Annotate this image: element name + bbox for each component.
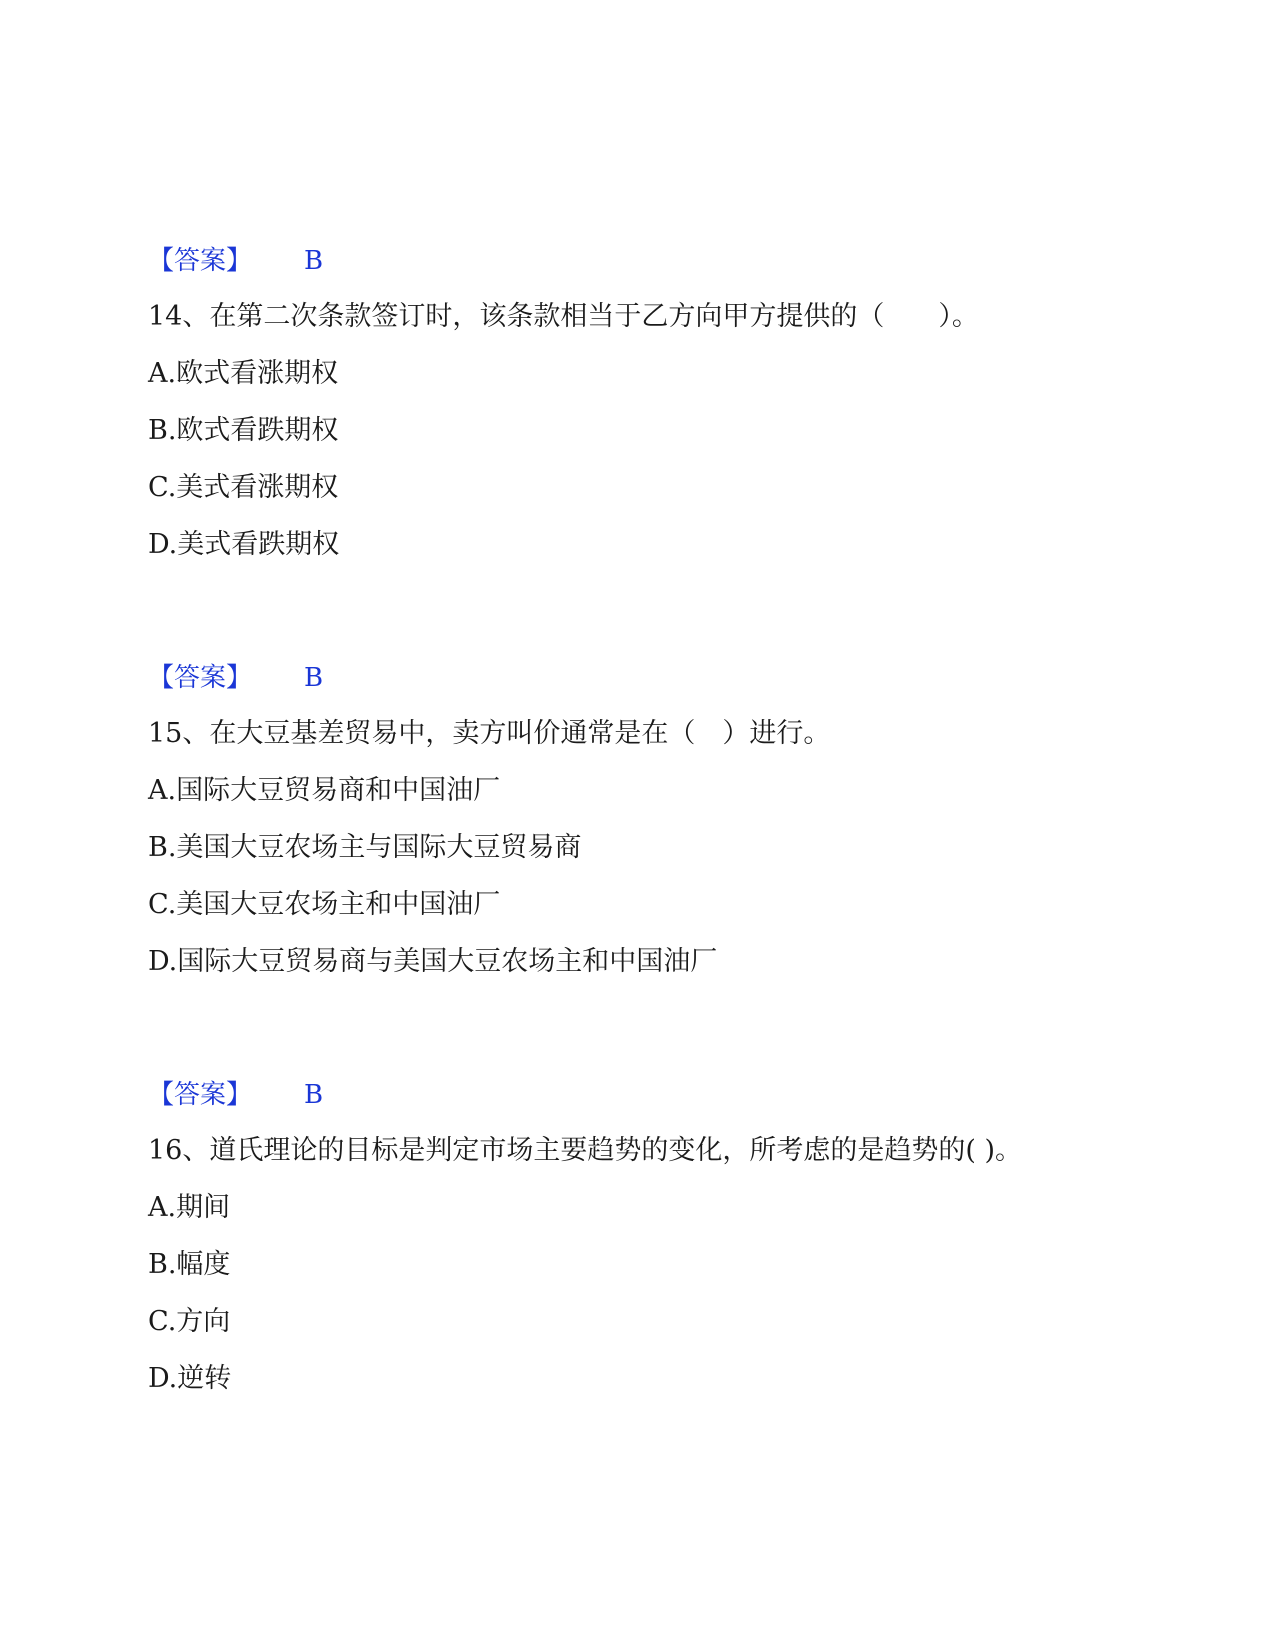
option-c: C.方向: [148, 1306, 231, 1337]
option-b: B.幅度: [148, 1249, 231, 1280]
answer-value: B: [304, 663, 324, 693]
question-block-16: [148, 1075, 1228, 1399]
option-a: A.国际大豆贸易商和中国油厂: [148, 775, 501, 806]
answer-tag: 【答案】: [148, 663, 253, 693]
question-block-14: [148, 241, 1228, 565]
answer-tag: 【答案】: [148, 246, 253, 276]
option-a: A.期间: [148, 1192, 231, 1223]
option-b: B.欧式看跌期权: [148, 415, 339, 446]
answer-line: [148, 1075, 1228, 1115]
option-c: C.美国大豆农场主和中国油厂: [148, 889, 501, 920]
question-text: 15、在大豆基差贸易中，卖方叫价通常是在（ ）进行。: [148, 718, 831, 749]
question-block-15: [148, 658, 1228, 982]
option-c: C.美式看涨期权: [148, 472, 339, 503]
option-d: D.国际大豆贸易商与美国大豆农场主和中国油厂: [148, 946, 718, 977]
option-b: B.美国大豆农场主与国际大豆贸易商: [148, 832, 582, 863]
question-text: 16、道氏理论的目标是判定市场主要趋势的变化，所考虑的是趋势的( )。: [148, 1135, 1023, 1166]
answer-line: [148, 241, 1228, 281]
option-d: D.美式看跌期权: [148, 529, 340, 560]
answer-value: B: [304, 246, 324, 276]
answer-value: B: [304, 1080, 324, 1110]
question-text: 14、在第二次条款签订时，该条款相当于乙方向甲方提供的（ ）。: [148, 301, 979, 332]
answer-line: [148, 658, 1228, 698]
answer-tag: 【答案】: [148, 1080, 253, 1110]
option-a: A.欧式看涨期权: [148, 358, 339, 389]
option-d: D.逆转: [148, 1363, 232, 1394]
